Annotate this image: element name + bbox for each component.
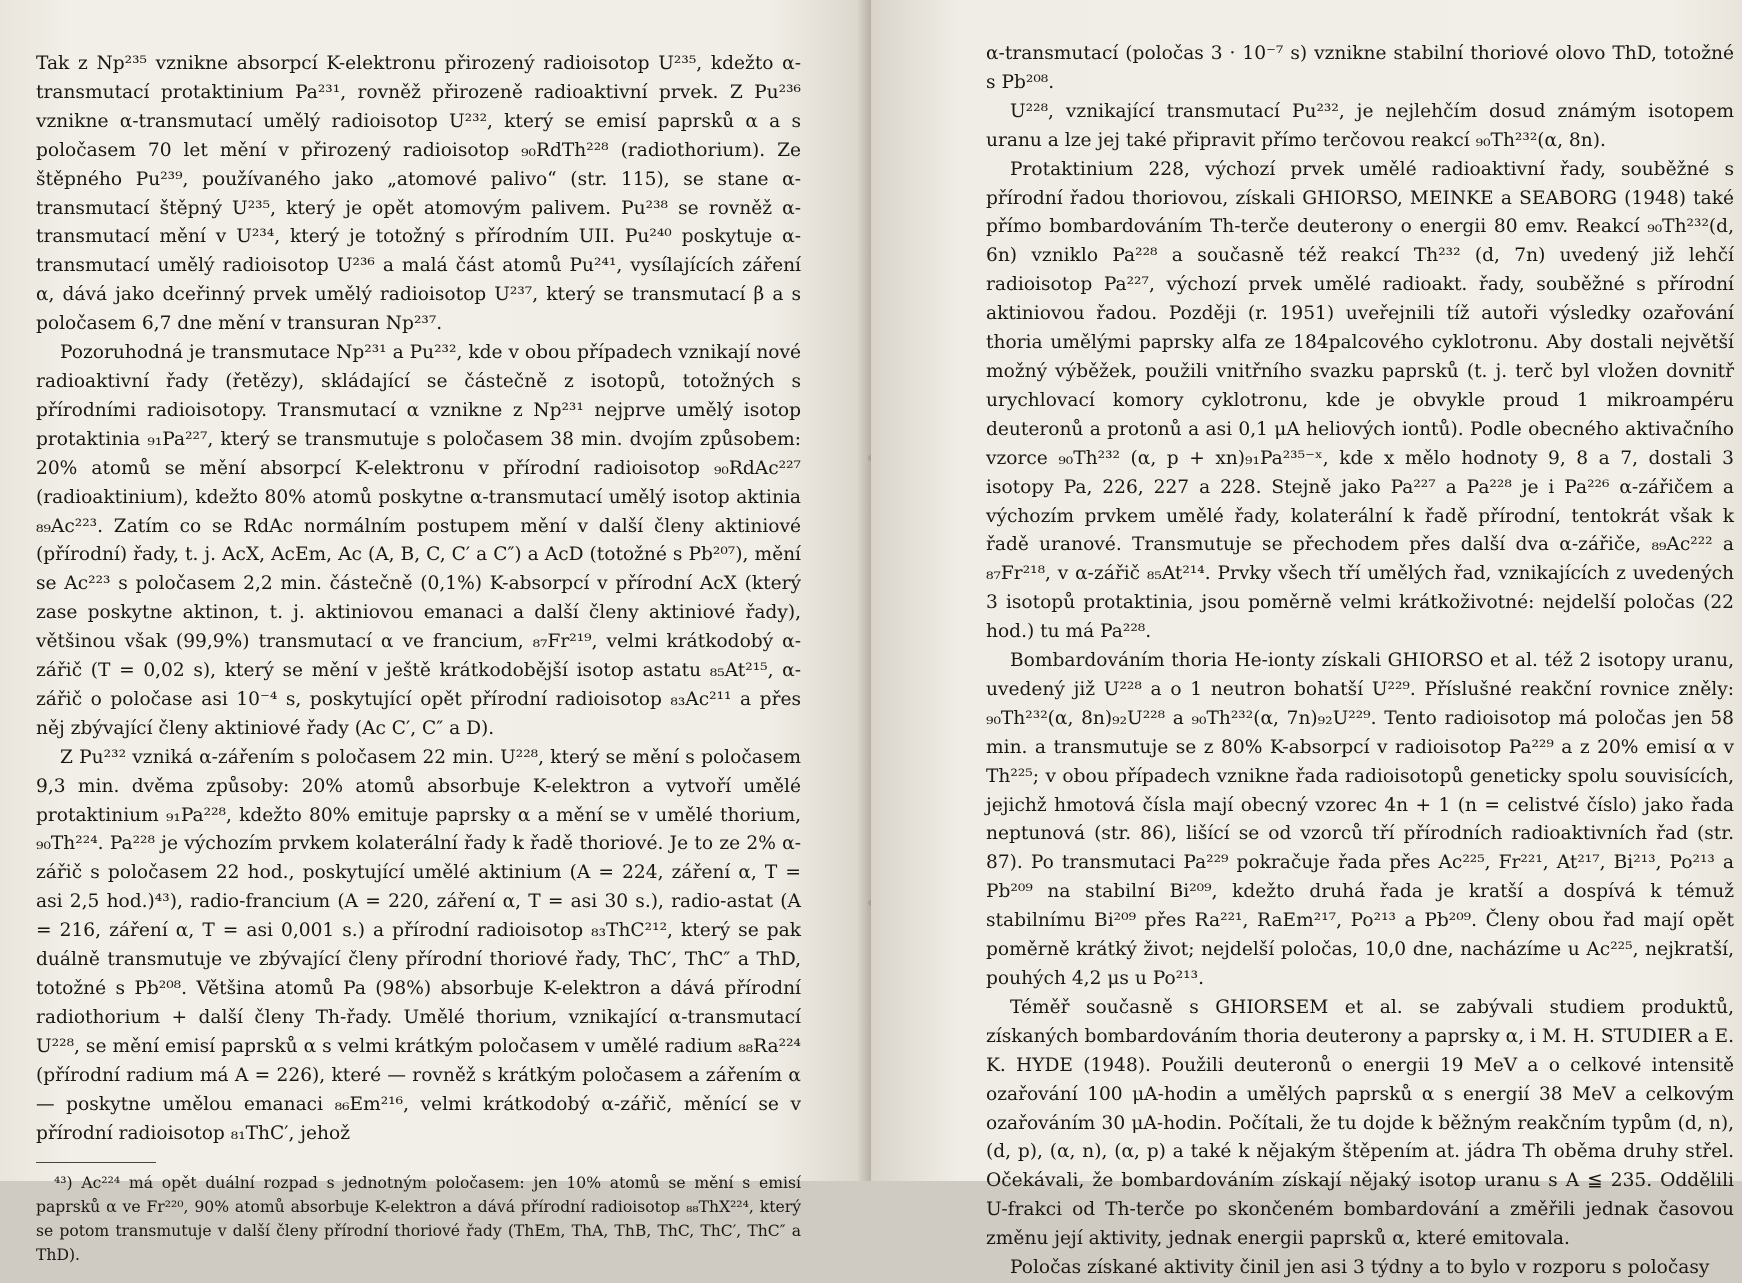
right-paragraph-5: Téměř současně s GHIORSEM et al. se zabývali studiem produktů, získaných bombardováním thoria deuterony a paprsky α, i M. H. STUDIER a E. K. HYDE (1948). Použili deuteronů o energii 19 MeV a o celkové intensitě ozařování 100 μA-hodin a umělých paprsků α s energií 38 MeV a celkovým ozařováním 30 μA-hodin. Počítali, že tu dojde k běžným reakčním typům (d, n), (d, p), (α, n), (α, p) a také k nějakým štěpením at. jádra Th oběma druhy střel. Očekávali, že bombardováním získají nějaký isotop uranu s A ≦ 235. Oddělili U-frakci od Th-terče po skončeném bombardování a změřili jednak časovou změnu její aktivity, jednak energii paprsků α, které emitovala. xyxy=(986,996,1734,1250)
footnote-rule xyxy=(36,1162,156,1163)
left-paragraph-3: Z Pu²³² vzniká α-zářením s poločasem 22 min. U²²⁸, který se mění s poločasem 9,3 min. dvěma způsoby: 20% atomů absorbuje K-elektron a vytvoří umělé protaktinium ₉₁Pa²²⁸, kdežto 80% emituje paprsky α a mění se v umělé thorium, ₉₀Th²²⁴. Pa²²⁸ je výchozím prvkem kolaterální řady k řadě thoriové. Je to ze 2% α-zářič s poločasem 22 hod., poskytující umělé aktinium (A = 224, záření α, T = asi 2,5 hod.)⁴³), radio-francium (A = 220, záření α, T = asi 30 s.), radio-astat (A = 216, záření α, T = asi 0,001 s.) a přírodní radioisotop ₈₃ThC²¹², který se pak duálně transmutuje ve zbývající členy přírodní thoriové řady, ThC′, ThC″ a ThD, totožné s Pb²⁰⁸. Většina atomů Pa (98%) absorbuje K-elektron a dává přírodní radiothorium + další členy Th-řady. Umělé thorium, vznikající α-transmutací U²²⁸, se mění emisí paprsků α s velmi krátkým poločasem v umělé radium ₈₈Ra²²⁴ (přírodní radium má A = 226), které — rovněž s krátkým poločasem a zářením α — poskytne umělou emanaci ₈₆Em²¹⁶, velmi krátkodobý α-zářič, měnící se v přírodní radioisotop ₈₁ThC′, jehož xyxy=(36,746,801,1144)
right-paragraph-1: α-transmutací (poločas 3 · 10⁻⁷ s) vznikne stabilní thoriové olovo ThD, totožné s Pb²⁰⁸. xyxy=(986,43,1734,93)
right-paragraph-2: U²²⁸, vznikající transmutací Pu²³², je nejlehčím dosud známým isotopem uranu a lze jej také připravit přímo terčovou reakcí ₉₀Th²³²(α, 8n). xyxy=(986,100,1734,151)
left-paragraph-2: Pozoruhodná je transmutace Np²³¹ a Pu²³², kde v obou případech vznikají nové radioaktivní řady (řetězy), skládající se částečně z isotopů, totožných s přírodními radioisotopy. Transmutací α vznikne z Np²³¹ nejprve umělý isotop protaktinia ₉₁Pa²²⁷, který se transmutuje s poločasem 38 min. dvojím způsobem: 20% atomů se mění absorpcí K-elektronu v přírodní radioisotop ₉₀RdAc²²⁷ (radioaktinium), kdežto 80% atomů poskytne α-transmutací umělý isotop aktinia ₈₉Ac²²³. Zatím co se RdAc normálním postupem mění v další členy aktiniové (přírodní) řady, t. j. AcX, AcEm, Ac (A, B, C, C′ a C″) a AcD (totožné s Pb²⁰⁷), mění se Ac²²³ s poločasem 2,2 min. částečně (0,1%) K-absorpcí v přírodní AcX (který zase poskytne aktinon, t. j. aktiniovou emanaci a další členy aktiniové řady), většinou však (99,9%) transmutací α ve francium, ₈₇Fr²¹⁹, velmi krátkodobý α-zářič (T = 0,02 s), který se mění v ještě krátkodobější isotop astatu ₈₅At²¹⁵, α-zářič o poločase asi 10⁻⁴ s, poskytující opět přírodní radioisotop ₈₃Ac²¹¹ a přes něj zbývající členy aktiniové řady (Ac C′, C″ a D). xyxy=(36,342,801,739)
right-paragraph-4: Bombardováním thoria He-ionty získali GHIORSO et al. též 2 isotopy uranu, uvedený již U²²⁸ a o 1 neutron bohatší U²²⁹. Příslušné reakční rovnice zněly: ₉₀Th²³²(α, 8n)₉₂U²²⁸ a ₉₀Th²³²(α, 7n)₉₂U²²⁹. Tento radioisotop má poločas jen 58 min. a transmutuje se z 80% K-absorpcí v radioisotop Pa²²⁹ a z 20% emisí α v Th²²⁵; v obou případech vznikne řada radioisotopů geneticky spolu souvisících, jejichž hmotová čísla mají obecný vzorec 4n + 1 (n = celistvé číslo) jako řada neptunová (str. 86), lišící se od vzorců tří přírodních radioaktivních řad (str. 87). Po transmutaci Pa²²⁹ pokračuje řada přes Ac²²⁵, Fr²²¹, At²¹⁷, Bi²¹³, Po²¹³ a Pb²⁰⁹ na stabilní Bi²⁰⁹, kdežto druhá řada je kratší a dospívá k témuž stabilnímu Bi²⁰⁹ přes Ra²²¹, RaEm²¹⁷, Po²¹³ a Pb²⁰⁹. Členy obou řad mají opět poměrně krátký život; nejdelší poločas, 10,0 dne, nacházíme u Ac²²⁵, nejkratší, pouhých 4,2 μs u Po²¹³. xyxy=(986,650,1734,989)
right-paragraph-6: Poločas získané aktivity činil jen asi 3 týdny a to bylo v rozporu s poločasy xyxy=(1010,1257,1710,1279)
footnote-43 xyxy=(36,1171,801,1267)
left-paragraph-1: Tak z Np²³⁵ vznikne absorpcí K-elektronu přirozený radioisotop U²³⁵, kdežto α-transmutací protaktinium Pa²³¹, rovněž přirozeně radioaktivní prvek. Z Pu²³⁶ vznikne α-transmutací umělý radioisotop U²³², který se emisí paprsků α a s poločasem 70 let mění v přirozený radioisotop ₉₀RdTh²²⁸ (radiothorium). Ze štěpného Pu²³⁹, používaného jako „atomové palivo“ (str. 115), se stane α-transmutací štěpný U²³⁵, který je opět atomovým palivem. Pu²³⁸ se rovněž α-transmutací mění v U²³⁴, který je totožný s přírodním UII. Pu²⁴⁰ poskytuje α-transmutací umělý radioisotop U²³⁶ a malá část atomů Pu²⁴¹, vysílajících záření α, dává jako dceřinný prvek umělý radioisotop U²³⁷, který se transmutací β a s poločasem 6,7 dne mění v transuran Np²³⁷. xyxy=(36,53,801,335)
left-page xyxy=(0,0,871,1265)
right-paragraph-3: Protaktinium 228, výchozí prvek umělé radioaktivní řady, souběžné s přírodní řadou thoriovou, získali GHIORSO, MEINKE a SEABORG (1948) také přímo bombardováním Th-terče deuterony o energii 80 emv. Reakcí ₉₀Th²³²(d, 6n) vzniklo Pa²²⁸ a současně též reakcí Th²³² (d, 7n) uvedený již lehčí radioisotop Pa²²⁷, výchozí prvek umělé radioakt. řady, souběžné s přírodní aktiniovou řadou. Později (r. 1951) uveřejnili tíž autoři výsledky ozařování thoria umělými paprsky alfa ze 184palcového cyklotronu. Aby dostali největší možný výběžek, použili vnitřního svazku paprsků (t. j. terč byl vložen dovnitř urychlovací komory cyklotronu, kde je obvykle proud 1 mikroampéru deuteronů a protonů a asi 0,1 μA heliových iontů). Podle obecného aktivačního vzorce ₉₀Th²³² (α, p + xn)₉₁Pa²³⁵⁻ˣ, kde x mělo hodnoty 9, 8 a 7, dostali 3 isotopy Pa, 226, 227 a 228. Stejně jako Pa²²⁷ a Pa²²⁸ je i Pa²²⁶ α-zářičem a výchozím prvkem umělé řady, kolaterální k řadě přírodní, tentokrát však k řadě uranové. Transmutuje se přechodem přes další dva α-zářiče, ₈₉Ac²²² a ₈₇Fr²¹⁸, v α-zářič ₈₅At²¹⁴. Prvky všech tří umělých řad, vznikajících z uvedených 3 isotopů protaktinia, jsou poměrně velmi krátkoživotné: nejdelší poločas (22 hod.) tu má Pa²²⁸. xyxy=(986,158,1734,643)
right-page xyxy=(871,0,1742,1279)
footnote-text: ⁴³) Ac²²⁴ má opět duální rozpad s jednotným poločasem: jen 10% atomů se mění s emisí paprsků α ve Fr²²⁰, 90% atomů absorbuje K-elektron a dává přírodní radioisotop ₈₈ThX²²⁴, který se potom transmutuje v další členy přírodní thoriové řady (ThEm, ThA, ThB, ThC, ThC′, ThC″ a ThD). xyxy=(36,1174,801,1265)
